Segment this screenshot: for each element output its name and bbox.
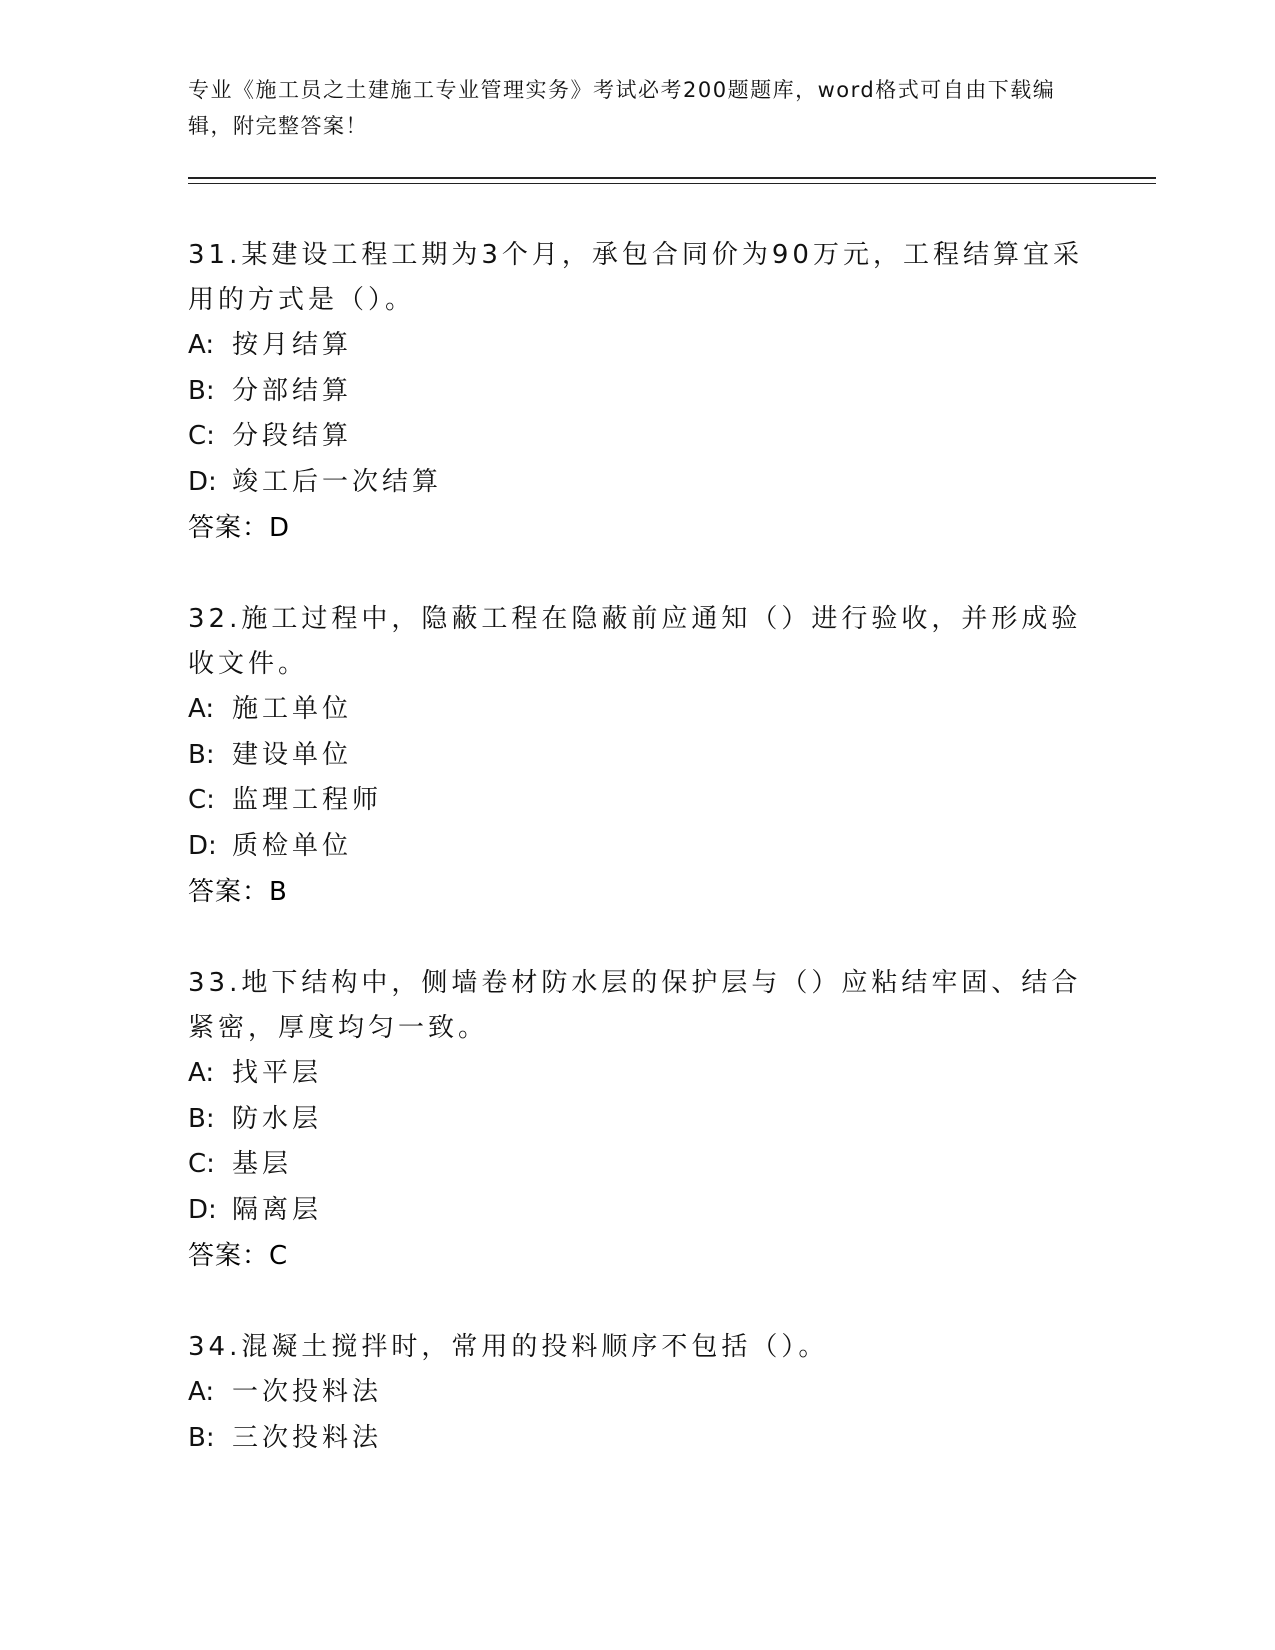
answer: 答案：C bbox=[188, 1241, 289, 1271]
option-b bbox=[188, 369, 1088, 415]
option-key: A: bbox=[188, 1058, 215, 1088]
option-a bbox=[188, 323, 1088, 369]
option-c bbox=[188, 778, 1088, 824]
option-key: B: bbox=[188, 739, 215, 770]
option-b bbox=[188, 733, 1088, 779]
option-text: 分段结算 bbox=[232, 421, 353, 451]
option-text: 质检单位 bbox=[232, 830, 353, 861]
option-key: A: bbox=[188, 694, 215, 724]
option-key: C: bbox=[188, 785, 215, 815]
option-text: 施工单位 bbox=[232, 694, 353, 724]
answer: 答案：B bbox=[188, 877, 288, 907]
option-a bbox=[188, 1051, 1088, 1097]
option-d bbox=[188, 460, 1088, 506]
option-key: B: bbox=[188, 1422, 215, 1453]
question-stem: 34.混凝土搅拌时，常用的投料顺序不包括（）。 bbox=[188, 1332, 829, 1362]
option-key: B: bbox=[188, 375, 215, 406]
question-stem: 33.地下结构中，侧墙卷材防水层的保护层与（）应粘结牢固、结合紧密，厚度均匀一致。 bbox=[188, 968, 1082, 1043]
document-header: 专业《施工员之土建施工专业管理实务》考试必考200题题库，word格式可自由下载编辑，附完整答案！ bbox=[188, 78, 1056, 138]
option-text: 三次投料法 bbox=[232, 1422, 383, 1453]
answer: 答案：D bbox=[188, 513, 291, 543]
option-text: 分部结算 bbox=[232, 375, 353, 406]
option-text: 隔离层 bbox=[232, 1194, 323, 1225]
header-divider-top bbox=[188, 177, 1156, 179]
option-b bbox=[188, 1416, 1088, 1462]
option-c bbox=[188, 1142, 1088, 1188]
option-a bbox=[188, 1370, 1088, 1416]
question-stem: 32.施工过程中，隐蔽工程在隐蔽前应通知（）进行验收，并形成验收文件。 bbox=[188, 604, 1082, 679]
option-d bbox=[188, 1188, 1088, 1234]
option-text: 找平层 bbox=[232, 1058, 323, 1088]
question-31 bbox=[188, 233, 1088, 551]
option-text: 按月结算 bbox=[232, 330, 353, 360]
option-key: A: bbox=[188, 1377, 215, 1407]
option-text: 监理工程师 bbox=[232, 785, 383, 815]
option-text: 竣工后一次结算 bbox=[232, 466, 443, 497]
option-text: 防水层 bbox=[232, 1103, 323, 1134]
option-key: B: bbox=[188, 1103, 215, 1134]
option-a bbox=[188, 687, 1088, 733]
option-key: D: bbox=[188, 1194, 217, 1225]
option-key: D: bbox=[188, 466, 217, 497]
question-32 bbox=[188, 597, 1088, 915]
option-text: 基层 bbox=[232, 1149, 293, 1179]
option-key: D: bbox=[188, 830, 217, 861]
option-d bbox=[188, 824, 1088, 870]
option-b bbox=[188, 1097, 1088, 1143]
question-stem: 31.某建设工程工期为3个月，承包合同价为90万元，工程结算宜采用的方式是（）。 bbox=[188, 240, 1083, 315]
option-c bbox=[188, 414, 1088, 460]
header-divider-bottom bbox=[188, 183, 1156, 184]
option-key: A: bbox=[188, 330, 215, 360]
option-key: C: bbox=[188, 421, 215, 451]
question-33 bbox=[188, 961, 1088, 1279]
option-key: C: bbox=[188, 1149, 215, 1179]
question-34 bbox=[188, 1325, 1088, 1461]
option-text: 一次投料法 bbox=[232, 1377, 383, 1407]
option-text: 建设单位 bbox=[232, 739, 353, 770]
